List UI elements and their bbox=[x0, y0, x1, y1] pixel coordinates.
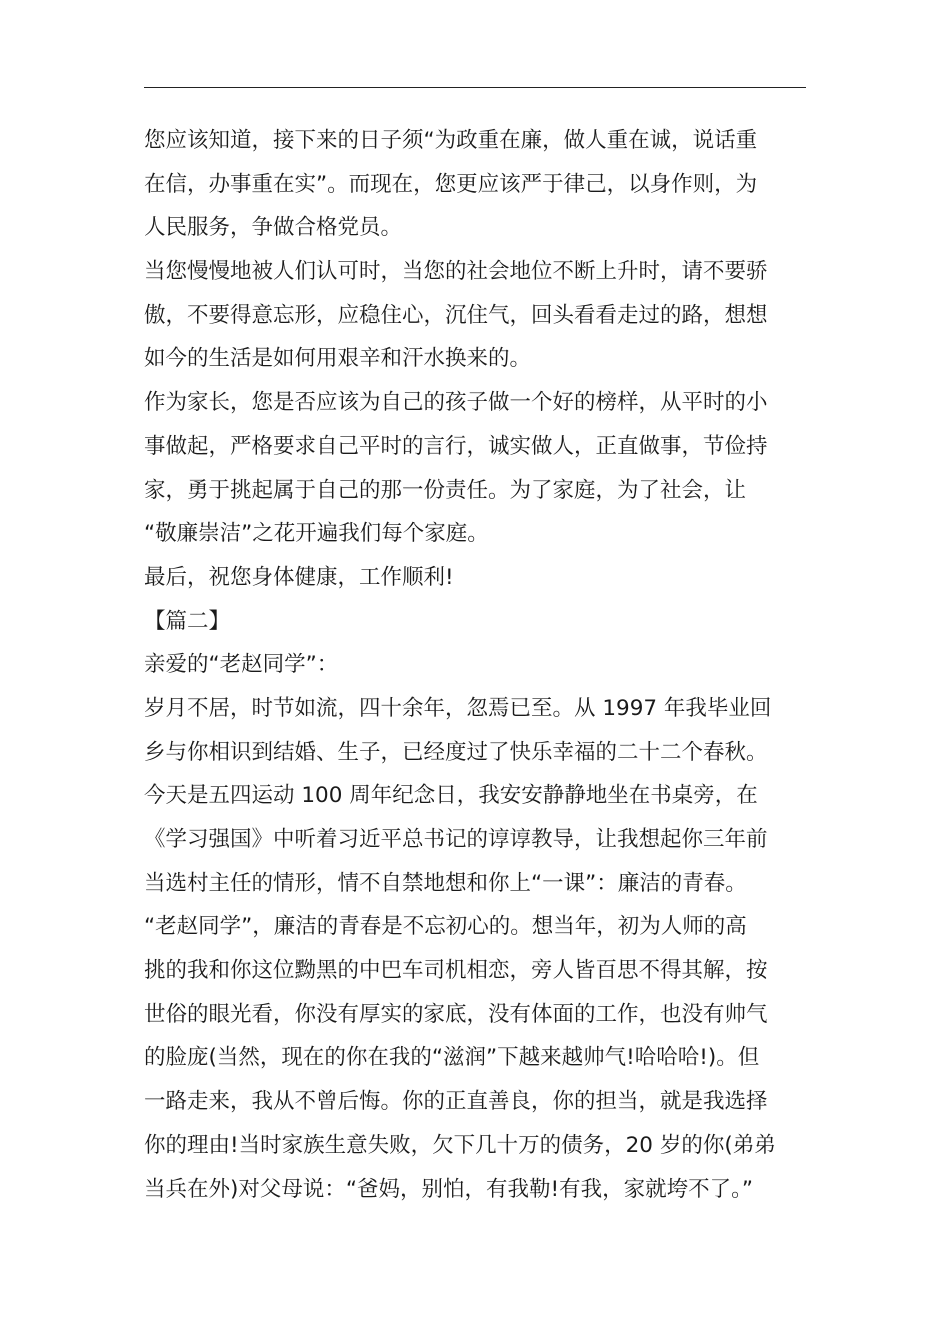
text-line: 乡与你相识到结婚、生子，已经度过了快乐幸福的二十二个春秋。 bbox=[144, 739, 768, 765]
header-rule bbox=[144, 87, 806, 88]
text-line: “老赵同学”，廉洁的青春是不忘初心的。想当年，初为人师的高 bbox=[144, 914, 747, 940]
text-line: 在信，办事重在实”。而现在，您更应该严于律己，以身作则，为 bbox=[144, 171, 758, 197]
text-line: 当选村主任的情形，情不自禁地想和你上“一课”：廉洁的青春。 bbox=[144, 870, 747, 896]
text-line: 挑的我和你这位黝黑的中巴车司机相恋，旁人皆百思不得其解，按 bbox=[144, 958, 768, 984]
text-line: 最后，祝您身体健康，工作顺利! bbox=[144, 564, 454, 590]
text-line: 《学习强国》中听着习近平总书记的谆谆教导，让我想起你三年前 bbox=[144, 827, 768, 852]
section-heading: 【篇二】 bbox=[144, 608, 231, 634]
text-line: 事做起，严格要求自己平时的言行，诚实做人，正直做事，节俭持 bbox=[144, 433, 768, 459]
text-line: 家，勇于挑起属于自己的那一份责任。为了家庭，为了社会，让 bbox=[144, 477, 747, 503]
text-line: 人民服务，争做合格党员。 bbox=[144, 215, 403, 241]
text-line: 岁月不居，时节如流，四十余年，忽焉已至。从 1997 年我毕业回 bbox=[144, 695, 772, 721]
text-line: 世俗的眼光看，你没有厚实的家底，没有体面的工作，也没有帅气 bbox=[144, 1001, 768, 1027]
text-line: 当您慢慢地被人们认可时，当您的社会地位不断上升时，请不要骄 bbox=[144, 259, 768, 285]
text-line: 作为家长，您是否应该为自己的孩子做一个好的榜样，从平时的小 bbox=[144, 390, 768, 416]
text-line: 你的理由!当时家族生意失败，欠下几十万的债务，20 岁的你(弟弟 bbox=[144, 1132, 776, 1158]
text-line: 傲，不要得意忘形，应稳住心，沉住气，回头看看走过的路，想想 bbox=[144, 302, 768, 328]
text-line: 一路走来，我从不曾后悔。你的正直善良，你的担当，就是我选择 bbox=[144, 1089, 768, 1115]
text-line: 您应该知道，接下来的日子须“为政重在廉，做人重在诚，说话重 bbox=[144, 128, 758, 153]
text-line: “敬廉崇洁”之花开遍我们每个家庭。 bbox=[144, 521, 489, 547]
text-line: 的脸庞(当然，现在的你在我的“滋润”下越来越帅气!哈哈哈!)。但 bbox=[144, 1045, 760, 1071]
text-line: 如今的生活是如何用艰辛和汗水换来的。 bbox=[144, 346, 532, 372]
document-body bbox=[144, 119, 808, 1211]
text-line: 当兵在外)对父母说：“爸妈，别怕，有我勒!有我，家就垮不了。” bbox=[144, 1176, 754, 1202]
text-line: 今天是五四运动 100 周年纪念日，我安安静静地坐在书桌旁，在 bbox=[144, 783, 758, 809]
salutation: 亲爱的“老赵同学”： bbox=[144, 652, 339, 678]
